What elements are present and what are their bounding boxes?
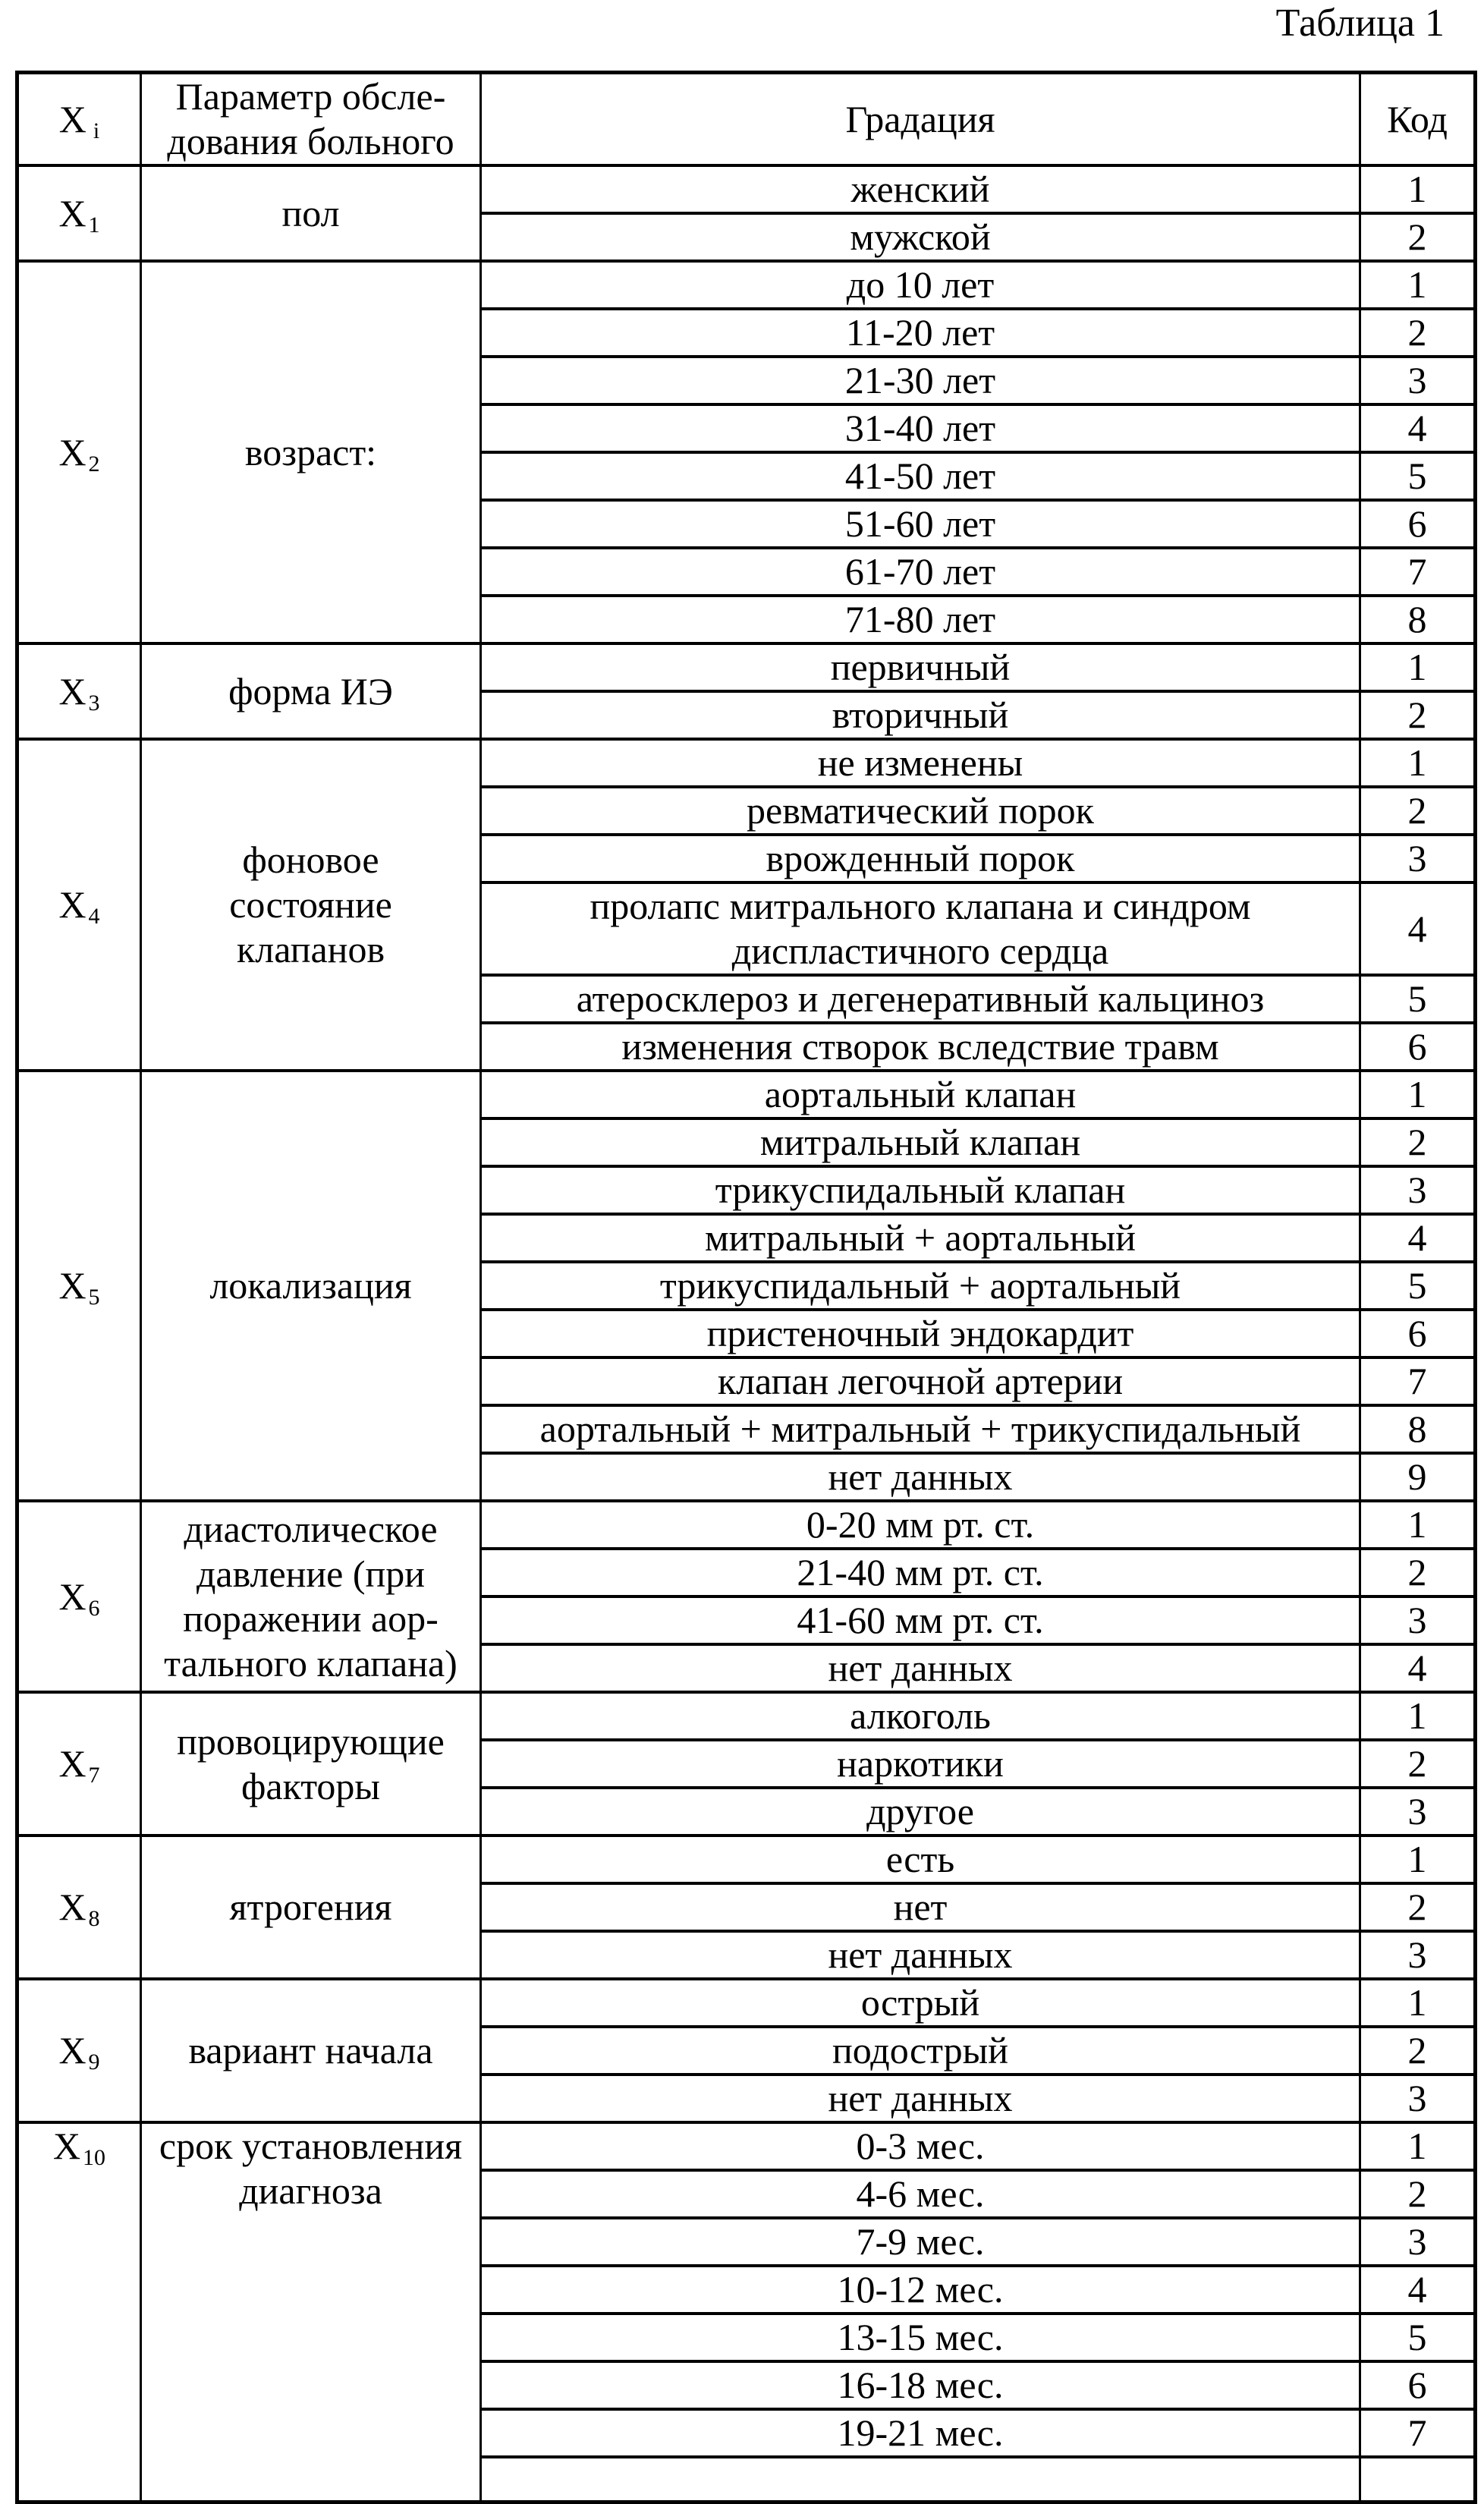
param-id-subscript: 2 xyxy=(88,451,100,477)
param-id-cell xyxy=(17,1692,141,1836)
code-cell: 1 xyxy=(1360,739,1476,787)
param-id-base: X xyxy=(58,883,86,926)
code-cell: 7 xyxy=(1360,2409,1476,2457)
param-id-base: X xyxy=(58,2029,86,2071)
gradation-cell: 41-60 мм рт. ст. xyxy=(481,1596,1360,1644)
code-cell: 5 xyxy=(1360,1262,1476,1310)
gradation-cell: нет данных xyxy=(481,2075,1360,2122)
gradation-cell: пролапс митрального клапана и синдром диспластичного сердца xyxy=(481,882,1360,975)
gradation-cell: 21-30 лет xyxy=(481,357,1360,404)
gradation-cell: 31-40 лет xyxy=(481,404,1360,452)
code-cell: 1 xyxy=(1360,1979,1476,2027)
table-body xyxy=(17,165,1476,2502)
code-cell: 4 xyxy=(1360,1644,1476,1692)
parameters-table xyxy=(15,71,1477,2504)
param-name-cell: пол xyxy=(141,165,481,261)
param-id-base: X xyxy=(58,1264,86,1307)
param-id-subscript: 7 xyxy=(88,1763,100,1788)
code-cell: 5 xyxy=(1360,2314,1476,2361)
code-cell: 2 xyxy=(1360,1883,1476,1931)
param-id-base: X xyxy=(58,1574,86,1618)
param-name-cell: срок установления диагноза xyxy=(141,2122,481,2502)
code-cell xyxy=(1360,2457,1476,2502)
col-header-param: Параметр обсле- дования больного xyxy=(141,73,481,166)
code-cell: 4 xyxy=(1360,404,1476,452)
param-id-subscript: 6 xyxy=(88,1595,100,1621)
code-cell: 5 xyxy=(1360,975,1476,1023)
code-cell: 3 xyxy=(1360,1931,1476,1979)
code-cell: 2 xyxy=(1360,1740,1476,1788)
gradation-cell: нет данных xyxy=(481,1644,1360,1692)
code-cell: 1 xyxy=(1360,1501,1476,1549)
param-name-cell: диастолическое давление (при поражении аор- тального клапана) xyxy=(141,1501,481,1692)
param-name-cell: вариант начала xyxy=(141,1979,481,2122)
gradation-cell: есть xyxy=(481,1836,1360,1883)
gradation-cell: 16-18 мес. xyxy=(481,2361,1360,2409)
code-cell: 4 xyxy=(1360,2266,1476,2314)
param-id-cell xyxy=(17,1979,141,2122)
code-cell: 3 xyxy=(1360,357,1476,404)
gradation-cell: до 10 лет xyxy=(481,261,1360,309)
code-cell: 4 xyxy=(1360,1214,1476,1262)
param-name-cell: возраст: xyxy=(141,261,481,643)
gradation-cell: ревматический порок xyxy=(481,787,1360,835)
table-row xyxy=(17,1979,1476,2027)
table-row xyxy=(17,739,1476,787)
code-cell: 6 xyxy=(1360,500,1476,548)
gradation-cell: врожденный порок xyxy=(481,835,1360,882)
param-id-cell xyxy=(17,643,141,739)
gradation-cell: вторичный xyxy=(481,691,1360,739)
gradation-cell: подострый xyxy=(481,2027,1360,2075)
gradation-cell: 7-9 мес. xyxy=(481,2218,1360,2266)
gradation-cell: 41-50 лет xyxy=(481,452,1360,500)
code-cell: 2 xyxy=(1360,787,1476,835)
param-id-subscript: 4 xyxy=(88,904,100,930)
param-name-cell: ятрогения xyxy=(141,1836,481,1979)
gradation-cell: атеросклероз и дегенеративный кальциноз xyxy=(481,975,1360,1023)
table-row xyxy=(17,1501,1476,1549)
param-id-base: X xyxy=(52,2125,81,2167)
gradation-cell: 0-20 мм рт. ст. xyxy=(481,1501,1360,1549)
gradation-cell: мужской xyxy=(481,213,1360,261)
col-header-gradation: Градация xyxy=(481,73,1360,166)
gradation-cell: аортальный + митральный + трикуспидальный xyxy=(481,1405,1360,1453)
param-id-cell xyxy=(17,1501,141,1692)
header-row xyxy=(17,73,1476,166)
param-name-cell: локализация xyxy=(141,1071,481,1501)
gradation-cell: 4-6 мес. xyxy=(481,2170,1360,2218)
gradation-cell: аортальный клапан xyxy=(481,1071,1360,1118)
param-id-base: X xyxy=(58,430,86,473)
gradation-cell: наркотики xyxy=(481,1740,1360,1788)
col-header-param-id xyxy=(17,73,141,166)
gradation-cell: 51-60 лет xyxy=(481,500,1360,548)
gradation-cell: трикуспидальный + аортальный xyxy=(481,1262,1360,1310)
code-cell: 1 xyxy=(1360,2122,1476,2170)
code-cell: 5 xyxy=(1360,452,1476,500)
gradation-cell: женский xyxy=(481,165,1360,213)
gradation-cell: 11-20 лет xyxy=(481,309,1360,357)
param-id-base: X xyxy=(58,669,86,713)
code-cell: 6 xyxy=(1360,2361,1476,2409)
col-header-code: Код xyxy=(1360,73,1476,166)
gradation-cell: нет xyxy=(481,1883,1360,1931)
gradation-cell: 71-80 лет xyxy=(481,596,1360,643)
code-cell: 1 xyxy=(1360,1071,1476,1118)
param-name-cell: форма ИЭ xyxy=(141,643,481,739)
gradation-cell: другое xyxy=(481,1788,1360,1836)
param-id-subscript: i xyxy=(93,118,100,143)
param-id-cell xyxy=(17,165,141,261)
gradation-cell: 0-3 мес. xyxy=(481,2122,1360,2170)
code-cell: 2 xyxy=(1360,691,1476,739)
code-cell: 3 xyxy=(1360,1788,1476,1836)
table-row xyxy=(17,2122,1476,2170)
code-cell: 2 xyxy=(1360,1118,1476,1166)
param-id-cell xyxy=(17,1071,141,1501)
table-row xyxy=(17,643,1476,691)
param-id-cell xyxy=(17,739,141,1071)
gradation-cell xyxy=(481,2457,1360,2502)
code-cell: 1 xyxy=(1360,165,1476,213)
param-id-subscript: 5 xyxy=(88,1285,100,1310)
table-row xyxy=(17,165,1476,213)
param-name-cell: провоцирующие факторы xyxy=(141,1692,481,1836)
gradation-cell: нет данных xyxy=(481,1453,1360,1501)
gradation-cell: 61-70 лет xyxy=(481,548,1360,596)
param-id-base: X xyxy=(58,97,86,140)
code-cell: 1 xyxy=(1360,643,1476,691)
table-row xyxy=(17,1836,1476,1883)
param-id-base: X xyxy=(58,1742,86,1785)
code-cell: 1 xyxy=(1360,1692,1476,1740)
code-cell: 4 xyxy=(1360,882,1476,975)
gradation-cell: пристеночный эндокардит xyxy=(481,1310,1360,1357)
table-row xyxy=(17,1071,1476,1118)
code-cell: 2 xyxy=(1360,213,1476,261)
param-id-subscript: 10 xyxy=(83,2145,106,2171)
param-id-base: X xyxy=(58,191,86,234)
code-cell: 2 xyxy=(1360,2170,1476,2218)
param-id-base: X xyxy=(58,1886,86,1928)
gradation-cell: клапан легочной артерии xyxy=(481,1357,1360,1405)
gradation-cell: острый xyxy=(481,1979,1360,2027)
gradation-cell: первичный xyxy=(481,643,1360,691)
gradation-cell: 21-40 мм рт. ст. xyxy=(481,1549,1360,1596)
code-cell: 2 xyxy=(1360,309,1476,357)
code-cell: 3 xyxy=(1360,2075,1476,2122)
param-id-cell xyxy=(17,1836,141,1979)
param-id-subscript: 3 xyxy=(88,690,100,716)
gradation-cell: митральный клапан xyxy=(481,1118,1360,1166)
gradation-cell: изменения створок вследствие травм xyxy=(481,1023,1360,1071)
param-id-subscript: 8 xyxy=(88,1906,100,1932)
code-cell: 1 xyxy=(1360,261,1476,309)
code-cell: 7 xyxy=(1360,1357,1476,1405)
table-row xyxy=(17,1692,1476,1740)
code-cell: 7 xyxy=(1360,548,1476,596)
param-id-subscript: 9 xyxy=(88,2049,100,2075)
code-cell: 1 xyxy=(1360,1836,1476,1883)
param-id-cell xyxy=(17,2122,141,2502)
code-cell: 8 xyxy=(1360,1405,1476,1453)
code-cell: 3 xyxy=(1360,835,1476,882)
gradation-cell: не изменены xyxy=(481,739,1360,787)
table-title: Таблица 1 xyxy=(1275,2,1445,45)
code-cell: 2 xyxy=(1360,1549,1476,1596)
gradation-cell: митральный + аортальный xyxy=(481,1214,1360,1262)
table-row xyxy=(17,261,1476,309)
code-cell: 3 xyxy=(1360,1166,1476,1214)
code-cell: 3 xyxy=(1360,1596,1476,1644)
code-cell: 2 xyxy=(1360,2027,1476,2075)
code-cell: 9 xyxy=(1360,1453,1476,1501)
gradation-cell: 10-12 мес. xyxy=(481,2266,1360,2314)
gradation-cell: трикуспидальный клапан xyxy=(481,1166,1360,1214)
gradation-cell: 19-21 мес. xyxy=(481,2409,1360,2457)
code-cell: 6 xyxy=(1360,1023,1476,1071)
param-id-subscript: 1 xyxy=(88,212,100,238)
param-name-cell: фоновое состояние клапанов xyxy=(141,739,481,1071)
code-cell: 8 xyxy=(1360,596,1476,643)
gradation-cell: 13-15 мес. xyxy=(481,2314,1360,2361)
code-cell: 6 xyxy=(1360,1310,1476,1357)
param-id-cell xyxy=(17,261,141,643)
code-cell: 3 xyxy=(1360,2218,1476,2266)
gradation-cell: нет данных xyxy=(481,1931,1360,1979)
gradation-cell: алкоголь xyxy=(481,1692,1360,1740)
